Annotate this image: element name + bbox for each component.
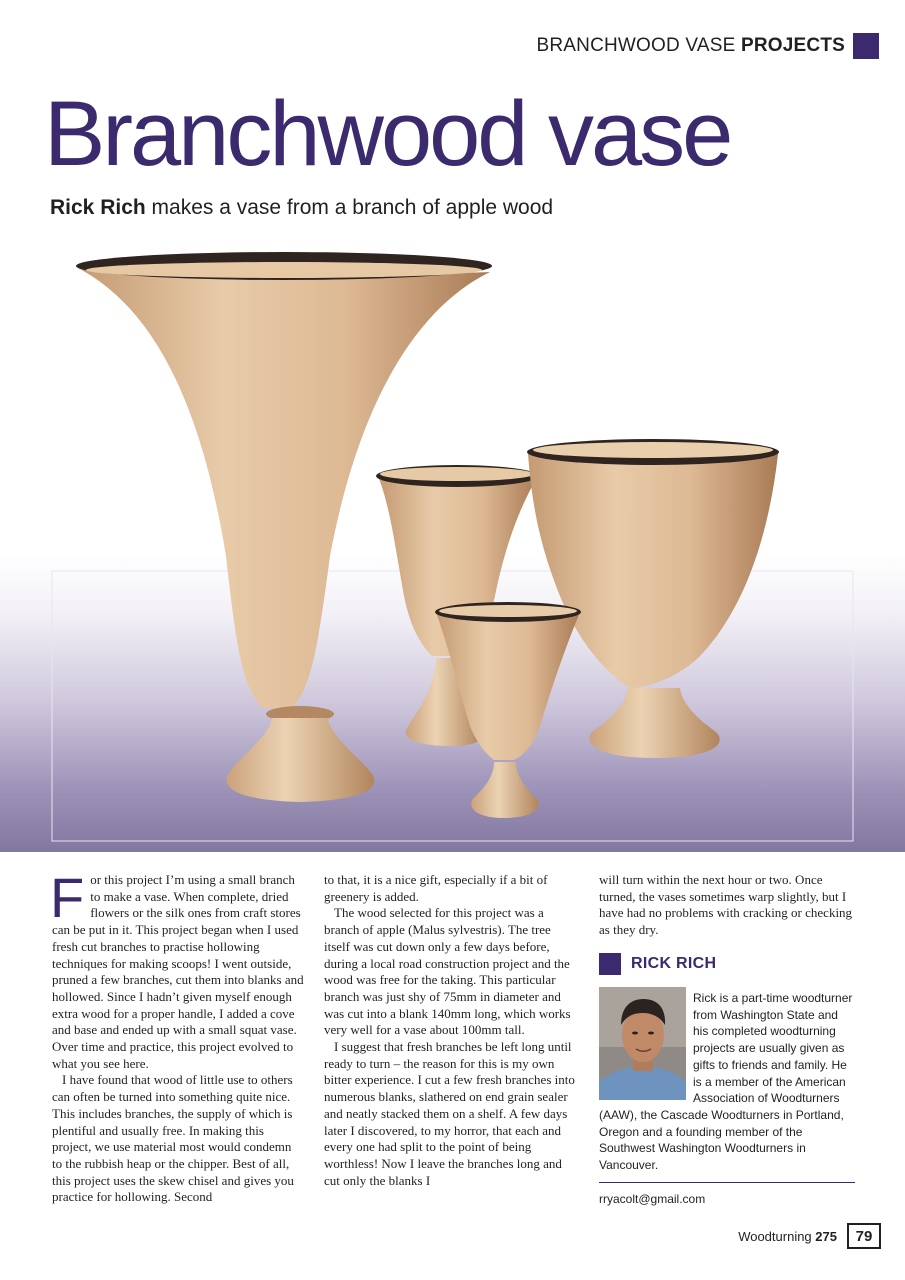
author-name: Rick Rich (50, 196, 146, 219)
paragraph: I have found that wood of little use to others can often be turned into something quite nice. This includes branches, the supply of which is plentiful and usually free. In making this project, we use material most would condemn to the rubbish heap or the chipper. Best of all, this project uses the skew chisel and gives you practice for hollowing. Second (52, 1072, 294, 1205)
paragraph: I suggest that fresh branches be left long until ready to turn – the reason for this is my own bitter experience. I cut a few fresh branches into numerous blanks, slathered on end grain sealer and neatly stacked them on a shelf. A few days later I discovered, to my horror, that each and every one had split to the point of being worthless! Now I leave the branches long and cut only the blanks I (324, 1039, 575, 1188)
article-column-1 (50, 866, 304, 1206)
article-title: Branchwood vase (44, 83, 731, 185)
paragraph: The wood selected for this project was a branch of apple (Malus sylvestris). The tree itself was cut down only a few days before, during a local road construction project and the wood was free for the taking. This particular branch was just shy of 75mm in diameter and was cut into a blank 140mm long, which works very well for a vase about 100mm tall. (324, 905, 571, 1038)
article-column-2 (324, 872, 576, 1189)
running-header (536, 33, 879, 59)
article-column-3 (599, 872, 855, 939)
bio-name: RICK RICH (631, 955, 717, 972)
bio-text: Rick is a part-time woodturner from Washington State and his completed woodturning projects are usually given as gifts to friends and family. He is a member of the American Association of Woodturners (AAW), the Cascade Woodturners in Portland, Oregon and a founding member of the Southwest Washington Woodturners in Vancouver. (599, 991, 853, 1173)
bio-divider (599, 1182, 855, 1183)
section-label: BRANCHWOOD VASE PROJECTS (536, 35, 845, 56)
bio-square (599, 953, 621, 975)
article-standfirst: Rick Rich makes a vase from a branch of apple wood (50, 196, 554, 219)
paragraph: For this project I’m using a small branch to make a vase. When complete, dried flowers or the silk ones from craft stores can be put in it. This project began when I used fresh cut branches to practise hollowing techniques for making scoops! I went outside, pruned a few branches, cut them into blanks and hollowed. Since I hadn’t given myself enough extra wood for a proper handle, I added a cove and base and ended up with a small squat vase. Over time and practice, this project evolved to what you see here. (50, 866, 304, 1071)
author-email[interactable]: rryacolt@gmail.com (599, 1192, 706, 1206)
drop-cap: F (50, 866, 85, 929)
page-footer (738, 1223, 881, 1249)
magazine-name: Woodturning 275 (738, 1228, 837, 1244)
vases-photo (0, 226, 905, 852)
bio-heading (599, 953, 855, 975)
page-number: 79 (847, 1223, 881, 1249)
vases-illustration (0, 226, 905, 852)
paragraph: will turn within the next hour or two. Once turned, the vases sometimes warp slightly, but I have had no problems with cracking or checking as they dry. (599, 872, 853, 938)
header-square (853, 33, 879, 59)
paragraph: to that, it is a nice gift, especially if a bit of greenery is added. (324, 872, 548, 904)
